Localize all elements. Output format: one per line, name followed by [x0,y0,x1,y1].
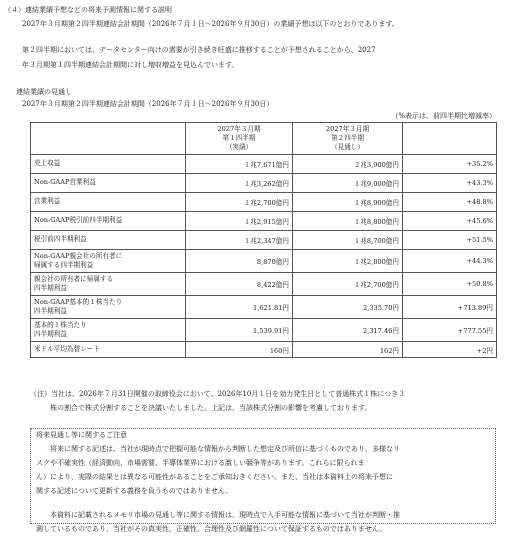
caution-line: 将来に関する記述は、当社が現時点で把握可能な情報から判断した想定及び所信に基づくものであり、多様なリ [50,445,400,453]
row-label: 帰属する四半期利益 [34,261,94,269]
forecast-value: １兆2,800億円 [293,250,403,273]
change-value: +51.5% [403,231,497,250]
forecast-value: 162円 [293,342,403,358]
forecast-value: １兆8,700億円 [293,231,403,250]
row-label: 四半期利益 [34,284,67,292]
actual-value: 8,870億円 [186,250,293,273]
row-label: Non-GAAP税引前四半期利益 [34,216,123,225]
table-row [31,174,497,193]
row-label-cell [31,250,186,273]
row-label: Non-GAAP営業利益 [34,178,96,187]
actual-value: １兆2,915億円 [186,212,293,231]
caution-line: ん）により、実際の結果とは異なる可能性があることをご承知おきください。また、当社は本資料上の将来予想に [36,473,393,481]
row-label: 売上収益 [34,159,61,168]
table-row [31,231,497,250]
forecast-table [30,122,497,358]
forecast-value: １兆8,800億円 [293,212,403,231]
row-label: 四半期利益 [34,330,67,338]
header-item [31,123,186,155]
header-actual-line: 2027年３月期 [217,124,261,133]
actual-value: 1,539.91円 [186,319,293,342]
forecast-value: 2,335.70円 [293,296,403,319]
row-label: 親会社の所有者に帰属する [34,274,114,283]
change-value: +45.6% [403,212,497,231]
row-label-cell [31,174,186,193]
actual-value: １兆3,262億円 [186,174,293,193]
forecast-value: １兆9,000億円 [293,174,403,193]
actual-value: １兆2,700億円 [186,193,293,212]
change-value: +713.89円 [403,296,497,319]
footnote-line-1: （注）当社は、2026年７月31日開催の取締役会において、2026年10月１日を効力発生日として普通株式１株につき３ [30,390,406,398]
outlook-period: 2027年３月期第２四半期連結会計期間（2026年７月１日〜2026年９月30日） [22,100,274,108]
row-label-cell [31,342,186,358]
header-forecast-line: 第２四半期 [331,133,364,142]
actual-value: 1,621.81円 [186,296,293,319]
row-label-cell [31,231,186,250]
row-label: 四半期利益 [34,307,67,315]
change-value: +777.55円 [403,319,497,342]
row-label: Non-GAAP親会社の所有者に [34,251,123,260]
actual-value: １兆7,671億円 [186,155,293,174]
change-value: +43.3% [403,174,497,193]
change-value: +44.3% [403,250,497,273]
table-row [31,319,497,342]
caution-line: 測しているものであり、当社がその真実性、正確性、合理性及び網羅性について保証するものではありません。 [36,525,387,533]
row-label-cell [31,319,186,342]
header-actual [186,123,293,155]
caution-line: 本資料に記載されるメモリ市場の見通し等に関する情報は、現時点で入手可能な情報に基づいて当社が判断・推 [50,511,400,519]
section-title: （４）連結業績予想などの将来予測情報に関する説明 [4,6,172,14]
row-label-cell [31,155,186,174]
change-value: +48.8% [403,193,497,212]
row-label-cell [31,193,186,212]
table-row [31,342,497,358]
caution-line: スクや不確実性（経済動向、市場需要、半導体業界における激しい競争等があります。これらに限られま [36,459,365,467]
table-row [31,212,497,231]
caution-line: 関する記述について更新する義務を負うものではありません。 [36,487,233,495]
table-row [31,155,497,174]
header-change [403,123,497,155]
table-row [31,250,497,273]
header-actual-line: （実績） [225,143,253,152]
row-label-cell [31,212,186,231]
header-forecast [293,123,403,155]
header-forecast-line: （見通し） [331,143,364,152]
table-row [31,193,497,212]
forecast-intro: 2027年３月期第２四半期連結会計期間（2026年７月１日〜2026年９月30日）の業績予想は以下のとおりであります。 [22,20,399,28]
change-value: +50.8% [403,273,497,296]
row-label: 営業利益 [34,197,61,206]
row-label: 基本的１株当たり [34,320,87,329]
change-value: +35.2% [403,155,497,174]
row-label-cell [31,273,186,296]
forecast-value: 2,317.46円 [293,319,403,342]
table-row [31,296,497,319]
actual-value: 160円 [186,342,293,358]
row-label: 税引前四半期利益 [34,235,87,244]
outlook-paragraph-line-1: 第２四半期においては、データセンター向けの需要が引き続き旺盛に推移することが予想されることから、2027 [22,46,376,54]
forecast-value: １兆2,700億円 [293,273,403,296]
row-label: Non-GAAP基本的１株当たり [34,297,123,306]
change-value: +2円 [403,342,497,358]
row-label-cell [31,296,186,319]
header-forecast-line: 2027年３月期 [325,124,370,133]
outlook-paragraph-line-2: 年３月期第１四半期連結会計期間に対し増収増益を見込んでいます。 [22,61,239,69]
header-actual-line: 第１四半期 [222,133,256,142]
forecast-value: １兆8,900億円 [293,193,403,212]
actual-value: １兆2,347億円 [186,231,293,250]
footnote-line-2: 株の割合で株式分割することを決議いたしました。上記は、当該株式分割の影響を考慮しております。 [50,404,372,412]
forecast-value: ２兆3,900億円 [293,155,403,174]
caution-title: 将来見通し等に関するご注意 [36,431,127,439]
table-row [31,273,497,296]
row-label: 米ドル平均為替レート [34,344,100,353]
table-header-row [31,123,497,155]
outlook-heading: 連結業績の見通し [16,88,72,96]
actual-value: 8,422億円 [186,273,293,296]
unit-note: （%表示は、前四半期比増減率） [391,112,496,120]
